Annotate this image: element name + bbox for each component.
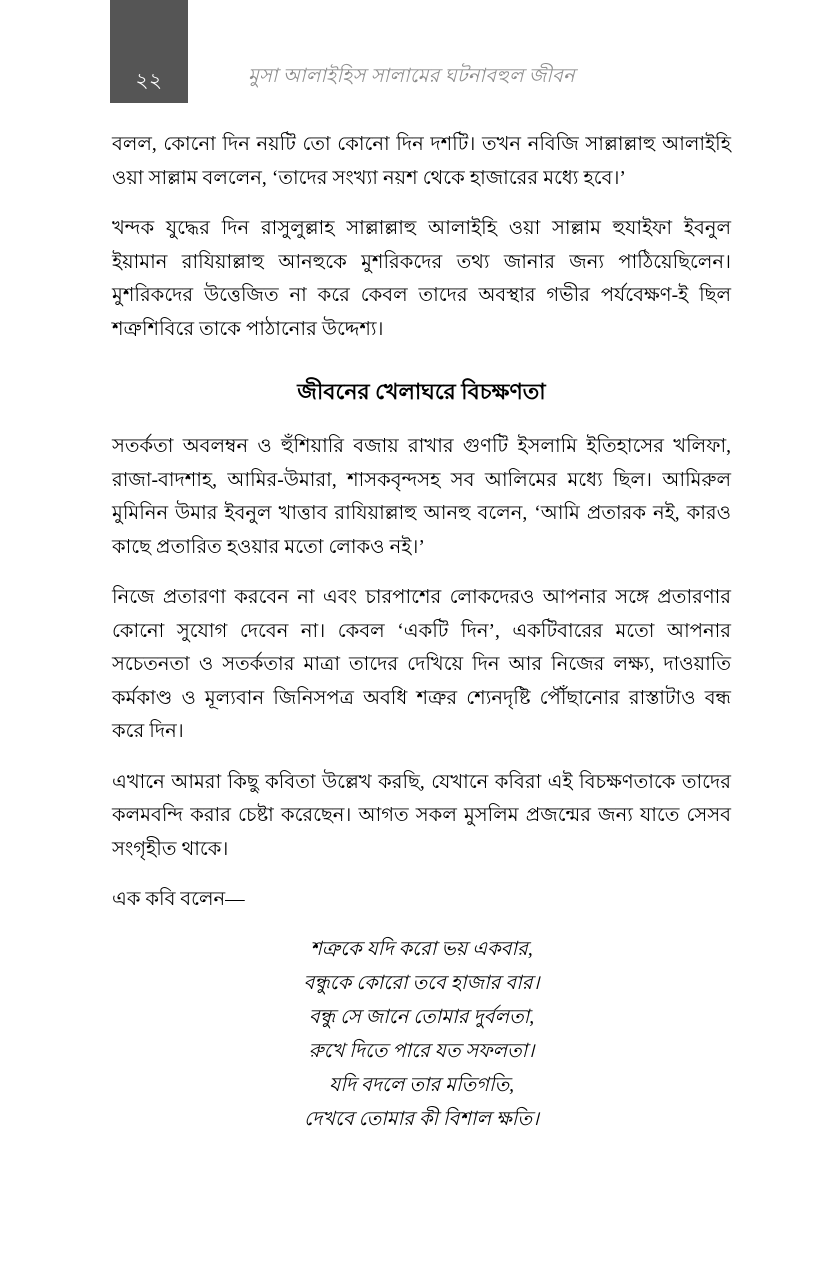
running-head-title: মুসা আলাইহিস সালামের ঘটনাবহুল জীবন [248,66,575,87]
page-number-label: ২২ [135,70,163,92]
body-paragraph: এখানে আমরা কিছু কবিতা উল্লেখ করছি, যেখানে কবিরা এই বিচক্ষণতাকে তাদের কলমবন্দি করার চেষ্টা করেছেন। আগত সকল মুসলিম প্রজন্মের জন্য যাতে সেসব সংগৃহীত থাকে। [112,771,731,860]
body-paragraph: সতর্কতা অবলম্বন ও হুঁশিয়ারি বজায় রাখার গুণটি ইসলামি ইতিহাসের খলিফা, রাজা-বাদশাহ, আমির-উমারা, শাসকবৃন্দসহ সব আলিমের মধ্যে ছিল। আমিরুল মুমিনিন উমার ইবনুল খাত্তাব রাযিয়াল্লাহু আনহু বলেন, ‘আমি প্রতারক নই, কারও কাছে প্রতারিত হওয়ার মতো লোকও নই।’ [112,436,731,558]
poem-line: রুখে দিতে পারে যত সফলতা। [308,1040,535,1062]
poem-line: বন্ধু সে জানে তোমার দুর্বলতা, [308,1006,535,1028]
body-paragraph: বলল, কোনো দিন নয়টি তো কোনো দিন দশটি। তখন নবিজি সাল্লাল্লাহু আলাইহি ওয়া সাল্লাম বললেন, ‘তাদের সংখ্যা নয়শ থেকে হাজারের মধ্যে হবে।’ [112,134,731,189]
poem-line: শত্রুকে যদি করো ভয় একবার, [310,938,533,960]
page-header [0,0,822,110]
poem-line: দেখবে তোমার কী বিশাল ক্ষতি। [304,1108,539,1130]
page-content [112,128,731,1137]
poem-line: যদি বদলে তার মতিগতি, [328,1074,515,1096]
page-number-box [110,0,188,103]
poem-block [112,933,731,1137]
body-paragraph: নিজে প্রতারণা করবেন না এবং চারপাশের লোকদেরও আপনার সঙ্গে প্রতারণার কোনো সুযোগ দেবেন না। কেবল ‘একটি দিন’, একটিবারের মতো আপনার সচেতনতা ও সতর্কতার মাত্রা তাদের দেখিয়ে দিন আর নিজের লক্ষ্য, দাওয়াতি কর্মকাণ্ড ও মূল্যবান জিনিসপত্র অবধি শত্রুর শ্যেনদৃষ্টি পৌঁছানোর রাস্তাটাও বন্ধ করে দিন। [112,587,731,742]
section-heading: জীবনের খেলাঘরে বিচক্ষণতা [297,379,546,404]
poem-line: বন্ধুকে কোরো তবে হাজার বার। [303,972,540,994]
body-paragraph: খন্দক যুদ্ধের দিন রাসুলুল্লাহ সাল্লাল্লাহু আলাইহি ওয়া সাল্লাম হুযাইফা ইবনুল ইয়ামান রাযিয়াল্লাহু আনহুকে মুশরিকদের তথ্য জানার জন্য পাঠিয়েছিলেন। মুশরিকদের উত্তেজিত না করে কেবল তাদের অবস্থার গভীর পর্যবেক্ষণ-ই ছিল শত্রুশিবিরে তাকে পাঠানোর উদ্দেশ্য। [112,218,731,340]
poem-lead-in: এক কবি বলেন— [112,889,245,910]
